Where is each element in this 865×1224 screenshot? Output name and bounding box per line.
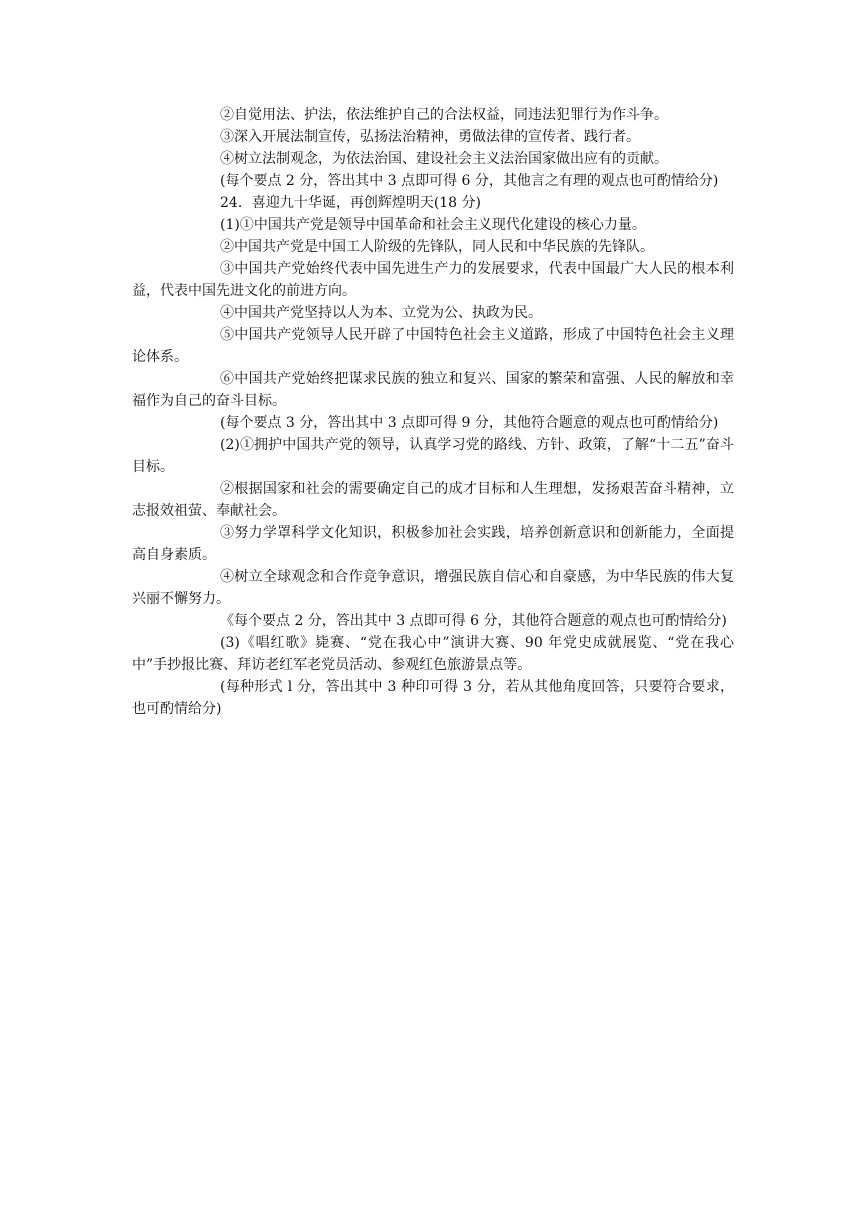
scoring-note-24-2: 《每个要点 2 分，答出其中 3 点即可得 6 分，其他符合题意的观点也可酌情给分) [220,613,727,629]
paragraph-24-2-4: ④树立全球观念和合作竞争意识，增强民族自信心和自豪感，为中华民族的伟大复兴丽不懈努力。 [132,569,734,607]
paragraph-law-2: ②自觉用法、护法，依法维护自己的合法权益，同违法犯罪行为作斗争。 [220,107,668,123]
scoring-note-24-1: (每个要点 3 分，答出其中 3 点即可得 9 分，其他符合题意的观点也可酌情给分) [220,415,719,431]
paragraph-24-1-1: (1)①中国共产党是领导中国革命和社会主义现代化建设的核心力量。 [220,217,646,233]
answer-text-block [132,104,734,720]
paragraph-law-3: ③深入开展法制宣传，弘扬法治精神，勇做法律的宣传者、践行者。 [220,129,640,145]
paragraph-law-4: ④树立法制观念，为依法治国、建设社会主义法治国家做出应有的贡献。 [220,151,668,167]
paragraph-24-2-1: (2)①拥护中国共产党的领导，认真学习党的路线、方针、政策，了解“十二五”奋斗目标。 [132,437,734,475]
paragraph-24-1-4: ④中国共产党坚持以人为本、立党为公、执政为民。 [220,305,542,321]
scoring-note-23: (每个要点 2 分，答出其中 3 点即可得 6 分，其他言之有理的观点也可酌情给分) [220,173,719,189]
paragraph-24-1-2: ②中国共产党是中国工人阶级的先锋队，同人民和中华民族的先锋队。 [220,239,654,255]
paragraph-24-3: (3)《唱红歌》毙赛、“党在我心中”演讲大赛、90 年党史成就展览、“党在我心中”手抄报比赛、拜访老红军老党员活动、参观红色旅游景点等。 [132,635,734,673]
paragraph-24-2-2: ②根据国家和社会的需要确定自己的成才目标和人生理想，发扬艰苦奋斗精神，立志报效祖萤、奉献社会。 [132,481,734,519]
paragraph-24-1-3: ③中国共产党始终代表中国先进生产力的发展要求，代表中国最广大人民的根本利益，代表中国先进文化的前进方向。 [132,261,734,299]
paragraph-24-2-3: ③努力学罩科学文化知识，积极参加社会实践，培养创新意识和创新能力，全面提高自身素质。 [132,525,734,563]
paragraph-24-1-5: ⑤中国共产党领导人民开辟了中国特色社会主义道路，形成了中国特色社会主义理论体系。 [132,327,734,365]
paragraph-24-1-6: ⑥中国共产党始终把谋求民族的独立和复兴、国家的繁荣和富强、人民的解放和幸福作为自己的奋斗目标。 [132,371,734,409]
scoring-note-24-3: (每种形式 l 分，答出其中 3 种印可得 3 分，若从其他角度回答，只要符合要求，也可酌情给分) [132,679,734,717]
question-24-heading: 24．喜迎九十华诞，再创辉煌明天(18 分) [220,195,482,211]
